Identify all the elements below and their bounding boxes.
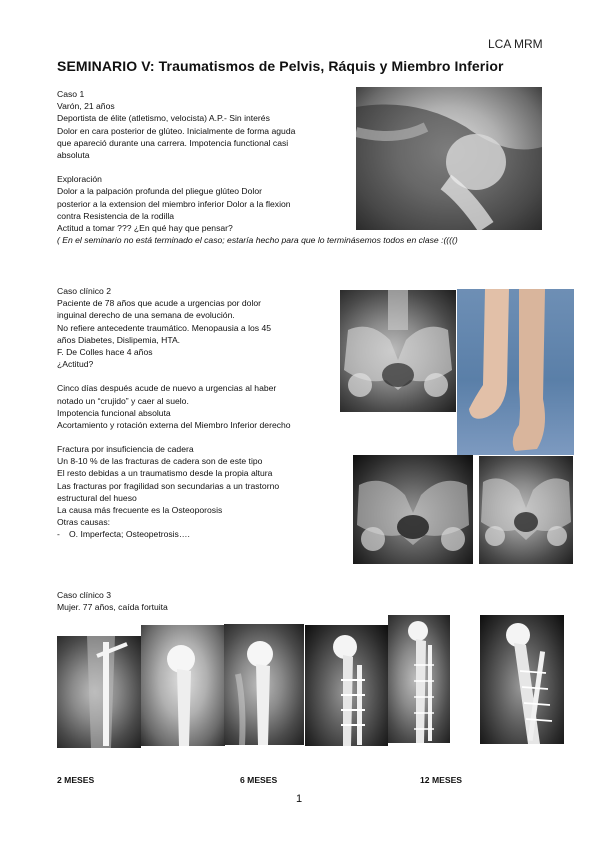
case2-block xyxy=(57,285,291,541)
exploration-line: Dolor a la palpación profunda del pliegue glúteo Dolor xyxy=(57,186,262,197)
pelvis-xray-image xyxy=(353,455,473,564)
case1-line: absoluta xyxy=(57,149,90,160)
fracture-line: Fractura por insuficiencia de cadera xyxy=(57,444,194,455)
caption-12-months: 12 MESES xyxy=(420,775,463,785)
case2-heading: Caso clínico 2 xyxy=(57,286,111,296)
femur-plate-xray-image xyxy=(388,615,450,743)
legs-photo-image xyxy=(457,289,574,455)
case2-line: Paciente de 78 años que acude a urgencias por dolor xyxy=(57,298,262,309)
page-title: SEMINARIO V: Traumatismos de Pelvis, Ráquis y Miembro Inferior xyxy=(57,58,504,74)
page-number: 1 xyxy=(296,793,303,805)
case3-heading: Caso clínico 3 xyxy=(57,590,111,600)
hip-xray-image xyxy=(356,87,542,230)
case2-line: ¿Actitud? xyxy=(57,359,94,370)
case2-line: F. De Colles hace 4 años xyxy=(57,346,153,357)
bullet-text: O. Imperfecta; Osteopetrosis…. xyxy=(69,529,190,540)
case1-heading: Caso 1 xyxy=(57,89,85,99)
fracture-line: La causa más frecuente es la Osteoporosis xyxy=(57,505,223,515)
hip-prosthesis-xray-image xyxy=(224,624,304,745)
exploration-line: contra Resistencia de la rodilla xyxy=(57,210,175,221)
exploration-heading: Exploración xyxy=(57,174,102,185)
followup-line: Impotencia funcional absoluta xyxy=(57,407,171,418)
followup-line: notado un “crujido” y caer al suelo. xyxy=(57,395,189,406)
fracture-line: estructural del hueso xyxy=(57,492,137,503)
hip-prosthesis-xray-image xyxy=(141,625,225,746)
fracture-line: Las fracturas por fragilidad son secundarias a un trastorno xyxy=(57,480,280,491)
fracture-line: Un 8-10 % de las fracturas de cadera son de este tipo xyxy=(57,456,263,467)
case1-line: Deportista de élite (atletismo, velocista) A.P.- Sin interés xyxy=(57,113,270,124)
caption-2-months: 2 MESES xyxy=(57,775,95,785)
dash-bullet-icon: - xyxy=(57,529,60,540)
femur-plate-xray-image xyxy=(480,615,564,744)
fracture-line: El resto debidas a un traumatismo desde la propia altura xyxy=(57,468,273,479)
followup-line: Acortamiento y rotación externa del Miembro Inferior derecho xyxy=(57,419,291,430)
author-initials: LCA MRM xyxy=(488,37,543,51)
case3-block xyxy=(57,589,168,613)
pelvis-xray-image xyxy=(479,456,573,564)
fracture-line: Otras causas: xyxy=(57,517,111,528)
case3-line: Mujer. 77 años, caída fortuita xyxy=(57,602,168,613)
femur-nail-xray-image xyxy=(57,636,141,748)
exploration-line: Actitud a tomar ??? ¿En qué hay que pensar? xyxy=(57,222,233,233)
femur-plate-xray-image xyxy=(305,625,388,746)
pelvis-xray-image xyxy=(340,290,456,412)
caption-6-months: 6 MESES xyxy=(240,775,278,785)
exploration-line: posterior a la extension del miembro inferior Dolor a la flexion xyxy=(57,198,291,209)
case1-line: que apareció durante una carrera. Impotencia functional casi xyxy=(57,137,289,148)
case2-line: No refiere antecedente traumático. Menopausia a los 45 xyxy=(57,322,272,333)
case2-line: inguinal derecho de una semana de evolución. xyxy=(57,310,235,321)
case1-note: ( En el seminario no está terminado el caso; estaría hecho para que lo terminásemos todos en clase :(((() xyxy=(57,235,458,246)
case1-line: Dolor en cara posterior de glúteo. Inicialmente de forma aguda xyxy=(57,125,296,136)
case2-line: años Diabetes, Dislipemia, HTA. xyxy=(57,334,181,345)
followup-line: Cinco días después acude de nuevo a urgencias al haber xyxy=(57,383,277,394)
case1-line: Varón, 21 años xyxy=(57,101,115,112)
bullet-item xyxy=(57,528,291,540)
